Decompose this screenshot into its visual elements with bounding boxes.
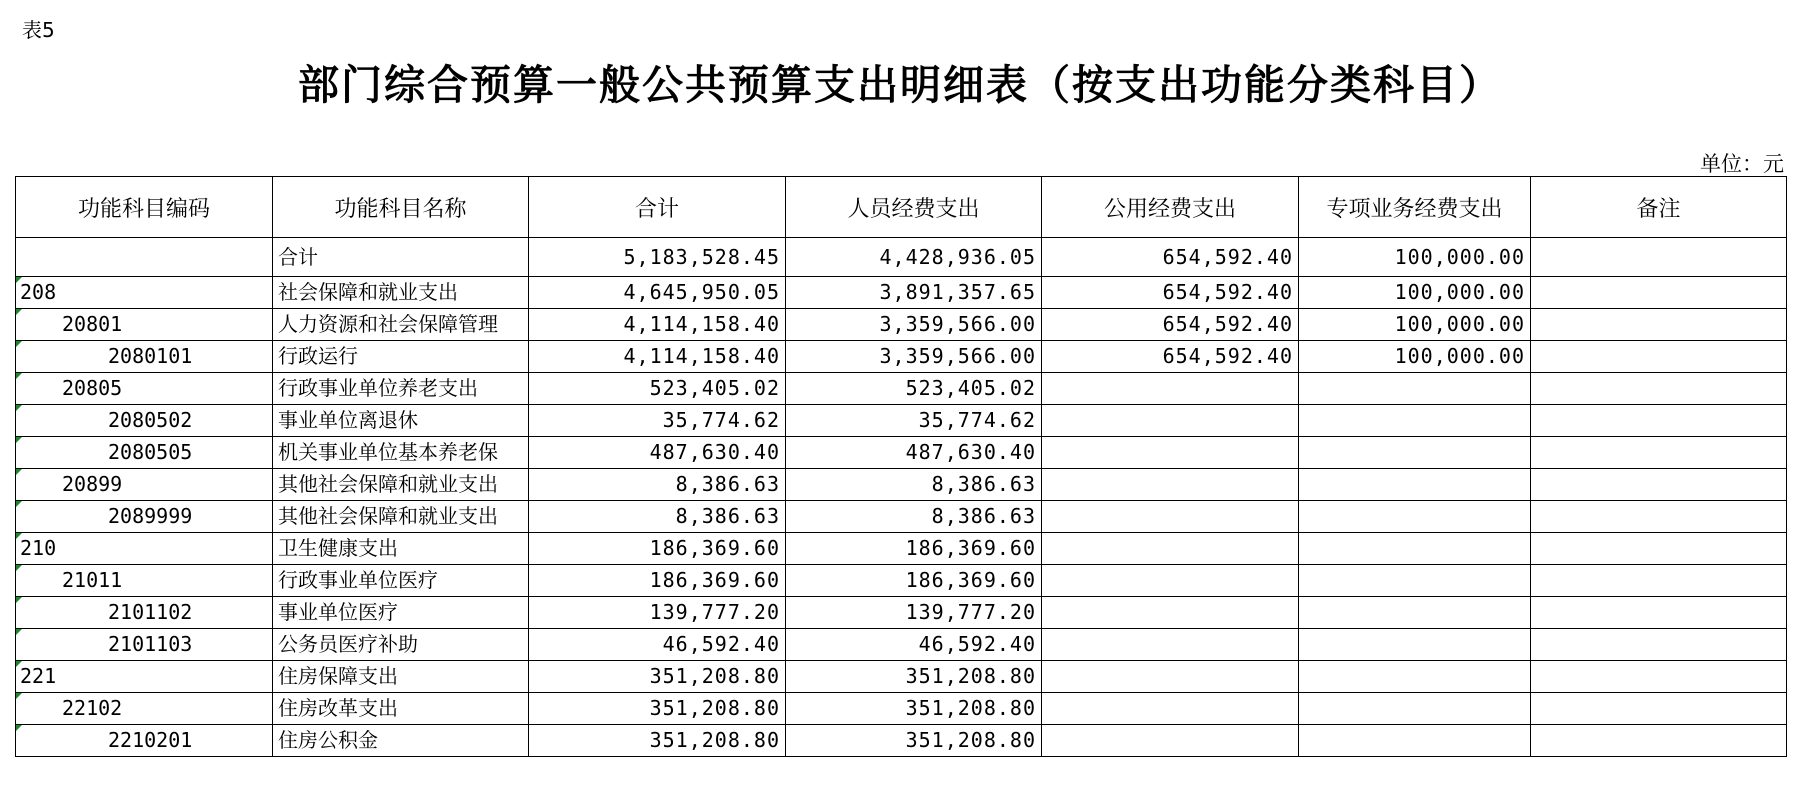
- table-body: [16, 238, 1787, 757]
- cell-code: [16, 597, 273, 629]
- table-row: [16, 661, 1787, 693]
- cell-public: [1042, 533, 1299, 565]
- cell-name-text: 其他社会保障和就业支出: [278, 472, 498, 496]
- cell-code-text: 20805: [62, 376, 123, 400]
- table-row: [16, 629, 1787, 661]
- cell-special-text: 100,000.00: [1394, 344, 1525, 368]
- cell-remark: [1531, 277, 1787, 309]
- cell-marker-icon: [16, 533, 22, 539]
- cell-code: [16, 533, 273, 565]
- cell-special-text: 100,000.00: [1394, 244, 1525, 269]
- cell-public: [1042, 693, 1299, 725]
- cell-total-text: 523,405.02: [649, 376, 780, 400]
- cell-name-text: 机关事业单位基本养老保: [278, 440, 498, 464]
- cell-special: [1299, 565, 1531, 597]
- cell-name: [273, 373, 529, 405]
- cell-personnel-text: 186,369.60: [905, 568, 1036, 592]
- cell-public-text: 654,592.40: [1162, 244, 1293, 269]
- cell-code: [16, 501, 273, 533]
- cell-total: [529, 437, 786, 469]
- cell-name-text: 住房公积金: [278, 728, 378, 752]
- cell-public: [1042, 277, 1299, 309]
- table-row: [16, 469, 1787, 501]
- cell-name-text: 行政事业单位医疗: [278, 568, 438, 592]
- cell-public: [1042, 405, 1299, 437]
- cell-code: [16, 341, 273, 373]
- cell-marker-icon: [16, 693, 22, 699]
- cell-total: [529, 693, 786, 725]
- cell-special: [1299, 238, 1531, 277]
- cell-marker-icon: [16, 437, 22, 443]
- cell-special: [1299, 373, 1531, 405]
- cell-total-text: 351,208.80: [649, 728, 780, 752]
- cell-personnel: [786, 341, 1042, 373]
- table-row: [16, 309, 1787, 341]
- table-row: [16, 565, 1787, 597]
- unit-label: 单位：元: [1700, 152, 1784, 176]
- cell-personnel: [786, 725, 1042, 757]
- cell-special-text: 100,000.00: [1394, 280, 1525, 304]
- cell-marker-icon: [16, 277, 22, 283]
- cell-personnel: [786, 501, 1042, 533]
- cell-name: [273, 533, 529, 565]
- cell-total-text: 4,114,158.40: [623, 344, 780, 368]
- cell-name-text: 人力资源和社会保障管理: [278, 312, 498, 336]
- cell-total-text: 351,208.80: [649, 696, 780, 720]
- cell-public: [1042, 565, 1299, 597]
- cell-special: [1299, 437, 1531, 469]
- table-row: [16, 373, 1787, 405]
- header-name: 功能科目名称: [273, 177, 529, 238]
- cell-name: [273, 277, 529, 309]
- cell-public: [1042, 309, 1299, 341]
- table-row: [16, 597, 1787, 629]
- cell-total-text: 46,592.40: [662, 632, 780, 656]
- page-title: 部门综合预算一般公共预算支出明细表（按支出功能分类科目）: [298, 61, 1502, 109]
- cell-total: [529, 341, 786, 373]
- cell-personnel-text: 46,592.40: [918, 632, 1036, 656]
- cell-code: [16, 373, 273, 405]
- cell-remark: [1531, 693, 1787, 725]
- cell-public: [1042, 373, 1299, 405]
- cell-special: [1299, 309, 1531, 341]
- cell-special: [1299, 629, 1531, 661]
- cell-remark: [1531, 309, 1787, 341]
- cell-total: [529, 405, 786, 437]
- cell-code-text: 2089999: [108, 504, 193, 528]
- cell-personnel: [786, 469, 1042, 501]
- cell-code: [16, 629, 273, 661]
- table-number: 表5: [22, 18, 55, 42]
- cell-total: [529, 629, 786, 661]
- cell-code: [16, 309, 273, 341]
- cell-public: [1042, 629, 1299, 661]
- cell-personnel: [786, 533, 1042, 565]
- cell-remark: [1531, 629, 1787, 661]
- cell-total-text: 5,183,528.45: [623, 244, 780, 269]
- cell-name-text: 社会保障和就业支出: [278, 280, 458, 304]
- cell-personnel-text: 139,777.20: [905, 600, 1036, 624]
- cell-personnel: [786, 437, 1042, 469]
- cell-code: [16, 238, 273, 277]
- header-remark: 备注: [1531, 177, 1787, 238]
- cell-personnel: [786, 693, 1042, 725]
- cell-code: [16, 469, 273, 501]
- cell-public: [1042, 661, 1299, 693]
- header-public: 公用经费支出: [1042, 177, 1299, 238]
- cell-code-text: 2080502: [108, 408, 193, 432]
- cell-personnel: [786, 629, 1042, 661]
- cell-remark: [1531, 341, 1787, 373]
- cell-total-text: 4,114,158.40: [623, 312, 780, 336]
- cell-remark: [1531, 469, 1787, 501]
- cell-marker-icon: [16, 501, 22, 507]
- cell-total: [529, 565, 786, 597]
- cell-public: [1042, 501, 1299, 533]
- cell-public: [1042, 469, 1299, 501]
- cell-total: [529, 373, 786, 405]
- cell-personnel-text: 3,359,566.00: [879, 344, 1036, 368]
- header-special: 专项业务经费支出: [1299, 177, 1531, 238]
- cell-special: [1299, 597, 1531, 629]
- table-row: [16, 725, 1787, 757]
- total-row: [16, 238, 1787, 277]
- cell-marker-icon: [16, 725, 22, 731]
- table-row: [16, 405, 1787, 437]
- cell-special: [1299, 693, 1531, 725]
- table-row: [16, 501, 1787, 533]
- cell-personnel-text: 186,369.60: [905, 536, 1036, 560]
- table-header-row: [16, 177, 1787, 238]
- cell-name: [273, 469, 529, 501]
- cell-total-text: 8,386.63: [675, 504, 780, 528]
- cell-name-text: 行政运行: [278, 344, 358, 368]
- cell-total-text: 139,777.20: [649, 600, 780, 624]
- cell-remark: [1531, 405, 1787, 437]
- cell-code: [16, 405, 273, 437]
- cell-total-text: 351,208.80: [649, 664, 780, 688]
- cell-total: [529, 597, 786, 629]
- cell-name: [273, 725, 529, 757]
- cell-public: [1042, 238, 1299, 277]
- cell-marker-icon: [16, 309, 22, 315]
- cell-code-text: 22102: [62, 696, 123, 720]
- cell-code-text: 208: [20, 280, 57, 304]
- cell-special: [1299, 277, 1531, 309]
- cell-name-text: 公务员医疗补助: [278, 632, 418, 656]
- cell-name: [273, 565, 529, 597]
- cell-name: [273, 238, 529, 277]
- header-code: 功能科目编码: [16, 177, 273, 238]
- cell-total-text: 186,369.60: [649, 536, 780, 560]
- cell-personnel-text: 487,630.40: [905, 440, 1036, 464]
- cell-personnel: [786, 238, 1042, 277]
- cell-remark: [1531, 565, 1787, 597]
- cell-remark: [1531, 501, 1787, 533]
- cell-name: [273, 597, 529, 629]
- cell-remark: [1531, 597, 1787, 629]
- cell-code-text: 2101103: [108, 632, 193, 656]
- cell-total-text: 487,630.40: [649, 440, 780, 464]
- cell-marker-icon: [16, 373, 22, 379]
- cell-personnel: [786, 661, 1042, 693]
- cell-special: [1299, 725, 1531, 757]
- cell-personnel-text: 35,774.62: [918, 408, 1036, 432]
- cell-marker-icon: [16, 661, 22, 667]
- cell-code: [16, 725, 273, 757]
- cell-personnel-text: 351,208.80: [905, 728, 1036, 752]
- cell-total: [529, 661, 786, 693]
- cell-total: [529, 501, 786, 533]
- table-row: [16, 437, 1787, 469]
- cell-total: [529, 725, 786, 757]
- cell-personnel-text: 4,428,936.05: [879, 244, 1036, 269]
- cell-public: [1042, 725, 1299, 757]
- cell-name-text: 合计: [278, 244, 318, 269]
- cell-code-text: 20801: [62, 312, 123, 336]
- cell-marker-icon: [16, 405, 22, 411]
- cell-public-text: 654,592.40: [1162, 344, 1293, 368]
- cell-special: [1299, 661, 1531, 693]
- cell-personnel-text: 523,405.02: [905, 376, 1036, 400]
- cell-total-text: 8,386.63: [675, 472, 780, 496]
- cell-name-text: 卫生健康支出: [278, 536, 398, 560]
- cell-name-text: 事业单位离退休: [278, 408, 418, 432]
- cell-special: [1299, 533, 1531, 565]
- cell-public-text: 654,592.40: [1162, 280, 1293, 304]
- cell-code-text: 21011: [62, 568, 123, 592]
- cell-name-text: 事业单位医疗: [278, 600, 398, 624]
- cell-name: [273, 341, 529, 373]
- cell-special: [1299, 469, 1531, 501]
- cell-personnel-text: 351,208.80: [905, 664, 1036, 688]
- cell-special-text: 100,000.00: [1394, 312, 1525, 336]
- cell-special: [1299, 405, 1531, 437]
- cell-personnel: [786, 277, 1042, 309]
- cell-remark: [1531, 373, 1787, 405]
- cell-personnel-text: 3,359,566.00: [879, 312, 1036, 336]
- cell-personnel-text: 8,386.63: [931, 472, 1036, 496]
- cell-code-text: 2101102: [108, 600, 193, 624]
- cell-marker-icon: [16, 597, 22, 603]
- cell-personnel-text: 3,891,357.65: [879, 280, 1036, 304]
- cell-code: [16, 693, 273, 725]
- cell-name: [273, 661, 529, 693]
- cell-personnel: [786, 565, 1042, 597]
- cell-total-text: 186,369.60: [649, 568, 780, 592]
- cell-code: [16, 437, 273, 469]
- cell-personnel-text: 351,208.80: [905, 696, 1036, 720]
- table-row: [16, 533, 1787, 565]
- cell-name: [273, 501, 529, 533]
- table-row: [16, 693, 1787, 725]
- cell-code: [16, 277, 273, 309]
- table-row: [16, 277, 1787, 309]
- cell-code-text: 210: [20, 536, 57, 560]
- cell-special: [1299, 501, 1531, 533]
- budget-table: [15, 176, 1787, 757]
- cell-personnel: [786, 405, 1042, 437]
- cell-total: [529, 533, 786, 565]
- cell-public: [1042, 597, 1299, 629]
- cell-personnel: [786, 309, 1042, 341]
- cell-code-text: 20899: [62, 472, 123, 496]
- cell-marker-icon: [16, 469, 22, 475]
- cell-code-text: 2210201: [108, 728, 193, 752]
- header-total: 合计: [529, 177, 786, 238]
- header-personnel: 人员经费支出: [786, 177, 1042, 238]
- cell-name: [273, 437, 529, 469]
- cell-special: [1299, 341, 1531, 373]
- cell-code-text: 221: [20, 664, 57, 688]
- cell-total: [529, 238, 786, 277]
- cell-remark: [1531, 238, 1787, 277]
- cell-total-text: 4,645,950.05: [623, 280, 780, 304]
- cell-personnel: [786, 597, 1042, 629]
- cell-name: [273, 405, 529, 437]
- cell-name-text: 住房改革支出: [278, 696, 398, 720]
- cell-personnel: [786, 373, 1042, 405]
- cell-marker-icon: [16, 629, 22, 635]
- cell-name-text: 住房保障支出: [278, 664, 398, 688]
- cell-total-text: 35,774.62: [662, 408, 780, 432]
- cell-total: [529, 469, 786, 501]
- cell-marker-icon: [16, 565, 22, 571]
- cell-code-text: 2080505: [108, 440, 193, 464]
- cell-total: [529, 277, 786, 309]
- cell-total: [529, 309, 786, 341]
- cell-remark: [1531, 661, 1787, 693]
- cell-code: [16, 565, 273, 597]
- cell-remark: [1531, 437, 1787, 469]
- cell-public: [1042, 341, 1299, 373]
- cell-code: [16, 661, 273, 693]
- cell-marker-icon: [16, 341, 22, 347]
- cell-personnel-text: 8,386.63: [931, 504, 1036, 528]
- cell-name-text: 其他社会保障和就业支出: [278, 504, 498, 528]
- cell-name: [273, 309, 529, 341]
- cell-name: [273, 629, 529, 661]
- cell-public: [1042, 437, 1299, 469]
- cell-public-text: 654,592.40: [1162, 312, 1293, 336]
- cell-code-text: 2080101: [108, 344, 193, 368]
- table-row: [16, 341, 1787, 373]
- cell-name-text: 行政事业单位养老支出: [278, 376, 478, 400]
- cell-name: [273, 693, 529, 725]
- cell-remark: [1531, 725, 1787, 757]
- cell-remark: [1531, 533, 1787, 565]
